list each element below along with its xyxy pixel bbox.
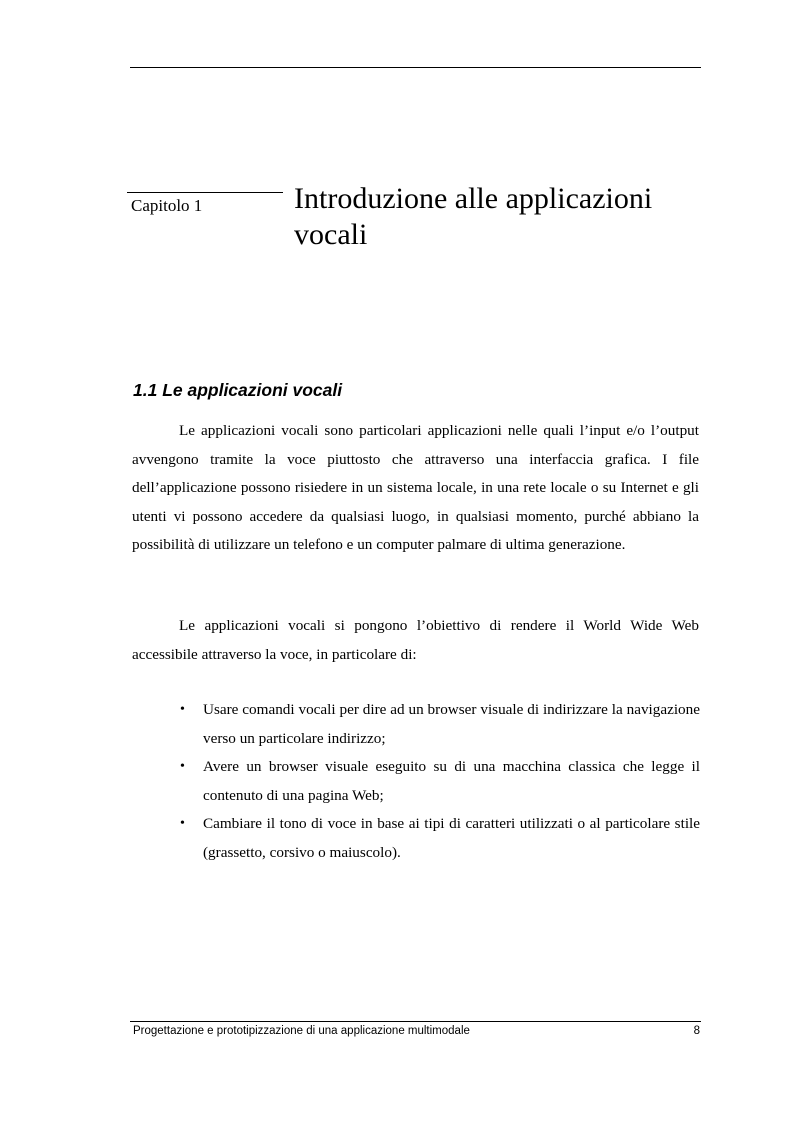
footer-title: Progettazione e prototipizzazione di una applicazione multimodale	[133, 1025, 470, 1037]
list-item	[180, 696, 700, 753]
list-item-text: Usare comandi vocali per dire ad un browser visuale di indirizzare la navigazione verso un particolare indirizzo;	[203, 701, 700, 747]
bullet-icon: •	[180, 759, 185, 774]
objectives-list	[180, 696, 700, 867]
list-item	[180, 810, 700, 867]
list-item	[180, 753, 700, 810]
header-rule	[130, 67, 701, 68]
footer-rule	[130, 1021, 701, 1022]
list-item-text: Cambiare il tono di voce in base ai tipi di caratteri utilizzati o al particolare stile (grassetto, corsivo o maiuscolo).	[203, 815, 700, 861]
chapter-label: Capitolo 1	[131, 196, 203, 215]
paragraph-intro: Le applicazioni vocali sono particolari applicazioni nelle quali l’input e/o l’output avvengono tramite la voce piuttosto che attraverso una interfaccia grafica. I file dell’applicazione possono risiedere in un sistema locale, in una rete locale o su Internet e gli utenti vi possono accedere da qualsiasi luogo, in qualsiasi momento, purché abbiano la possibilità di utilizzare un telefono e un computer palmare di ultima generazione.	[132, 422, 699, 553]
bullet-icon: •	[180, 702, 185, 717]
page-number: 8	[693, 1025, 700, 1037]
bullet-icon: •	[180, 816, 185, 831]
list-item-text: Avere un browser visuale eseguito su di una macchina classica che legge il contenuto di una pagina Web;	[203, 758, 700, 804]
paragraph-objectives: Le applicazioni vocali si pongono l’obiettivo di rendere il World Wide Web accessibile attraverso la voce, in particolare di:	[132, 617, 699, 663]
section-heading: 1.1 Le applicazioni vocali	[133, 380, 343, 400]
chapter-label-rule	[127, 192, 283, 193]
chapter-title: Introduzione alle applicazioni vocali	[294, 182, 653, 251]
